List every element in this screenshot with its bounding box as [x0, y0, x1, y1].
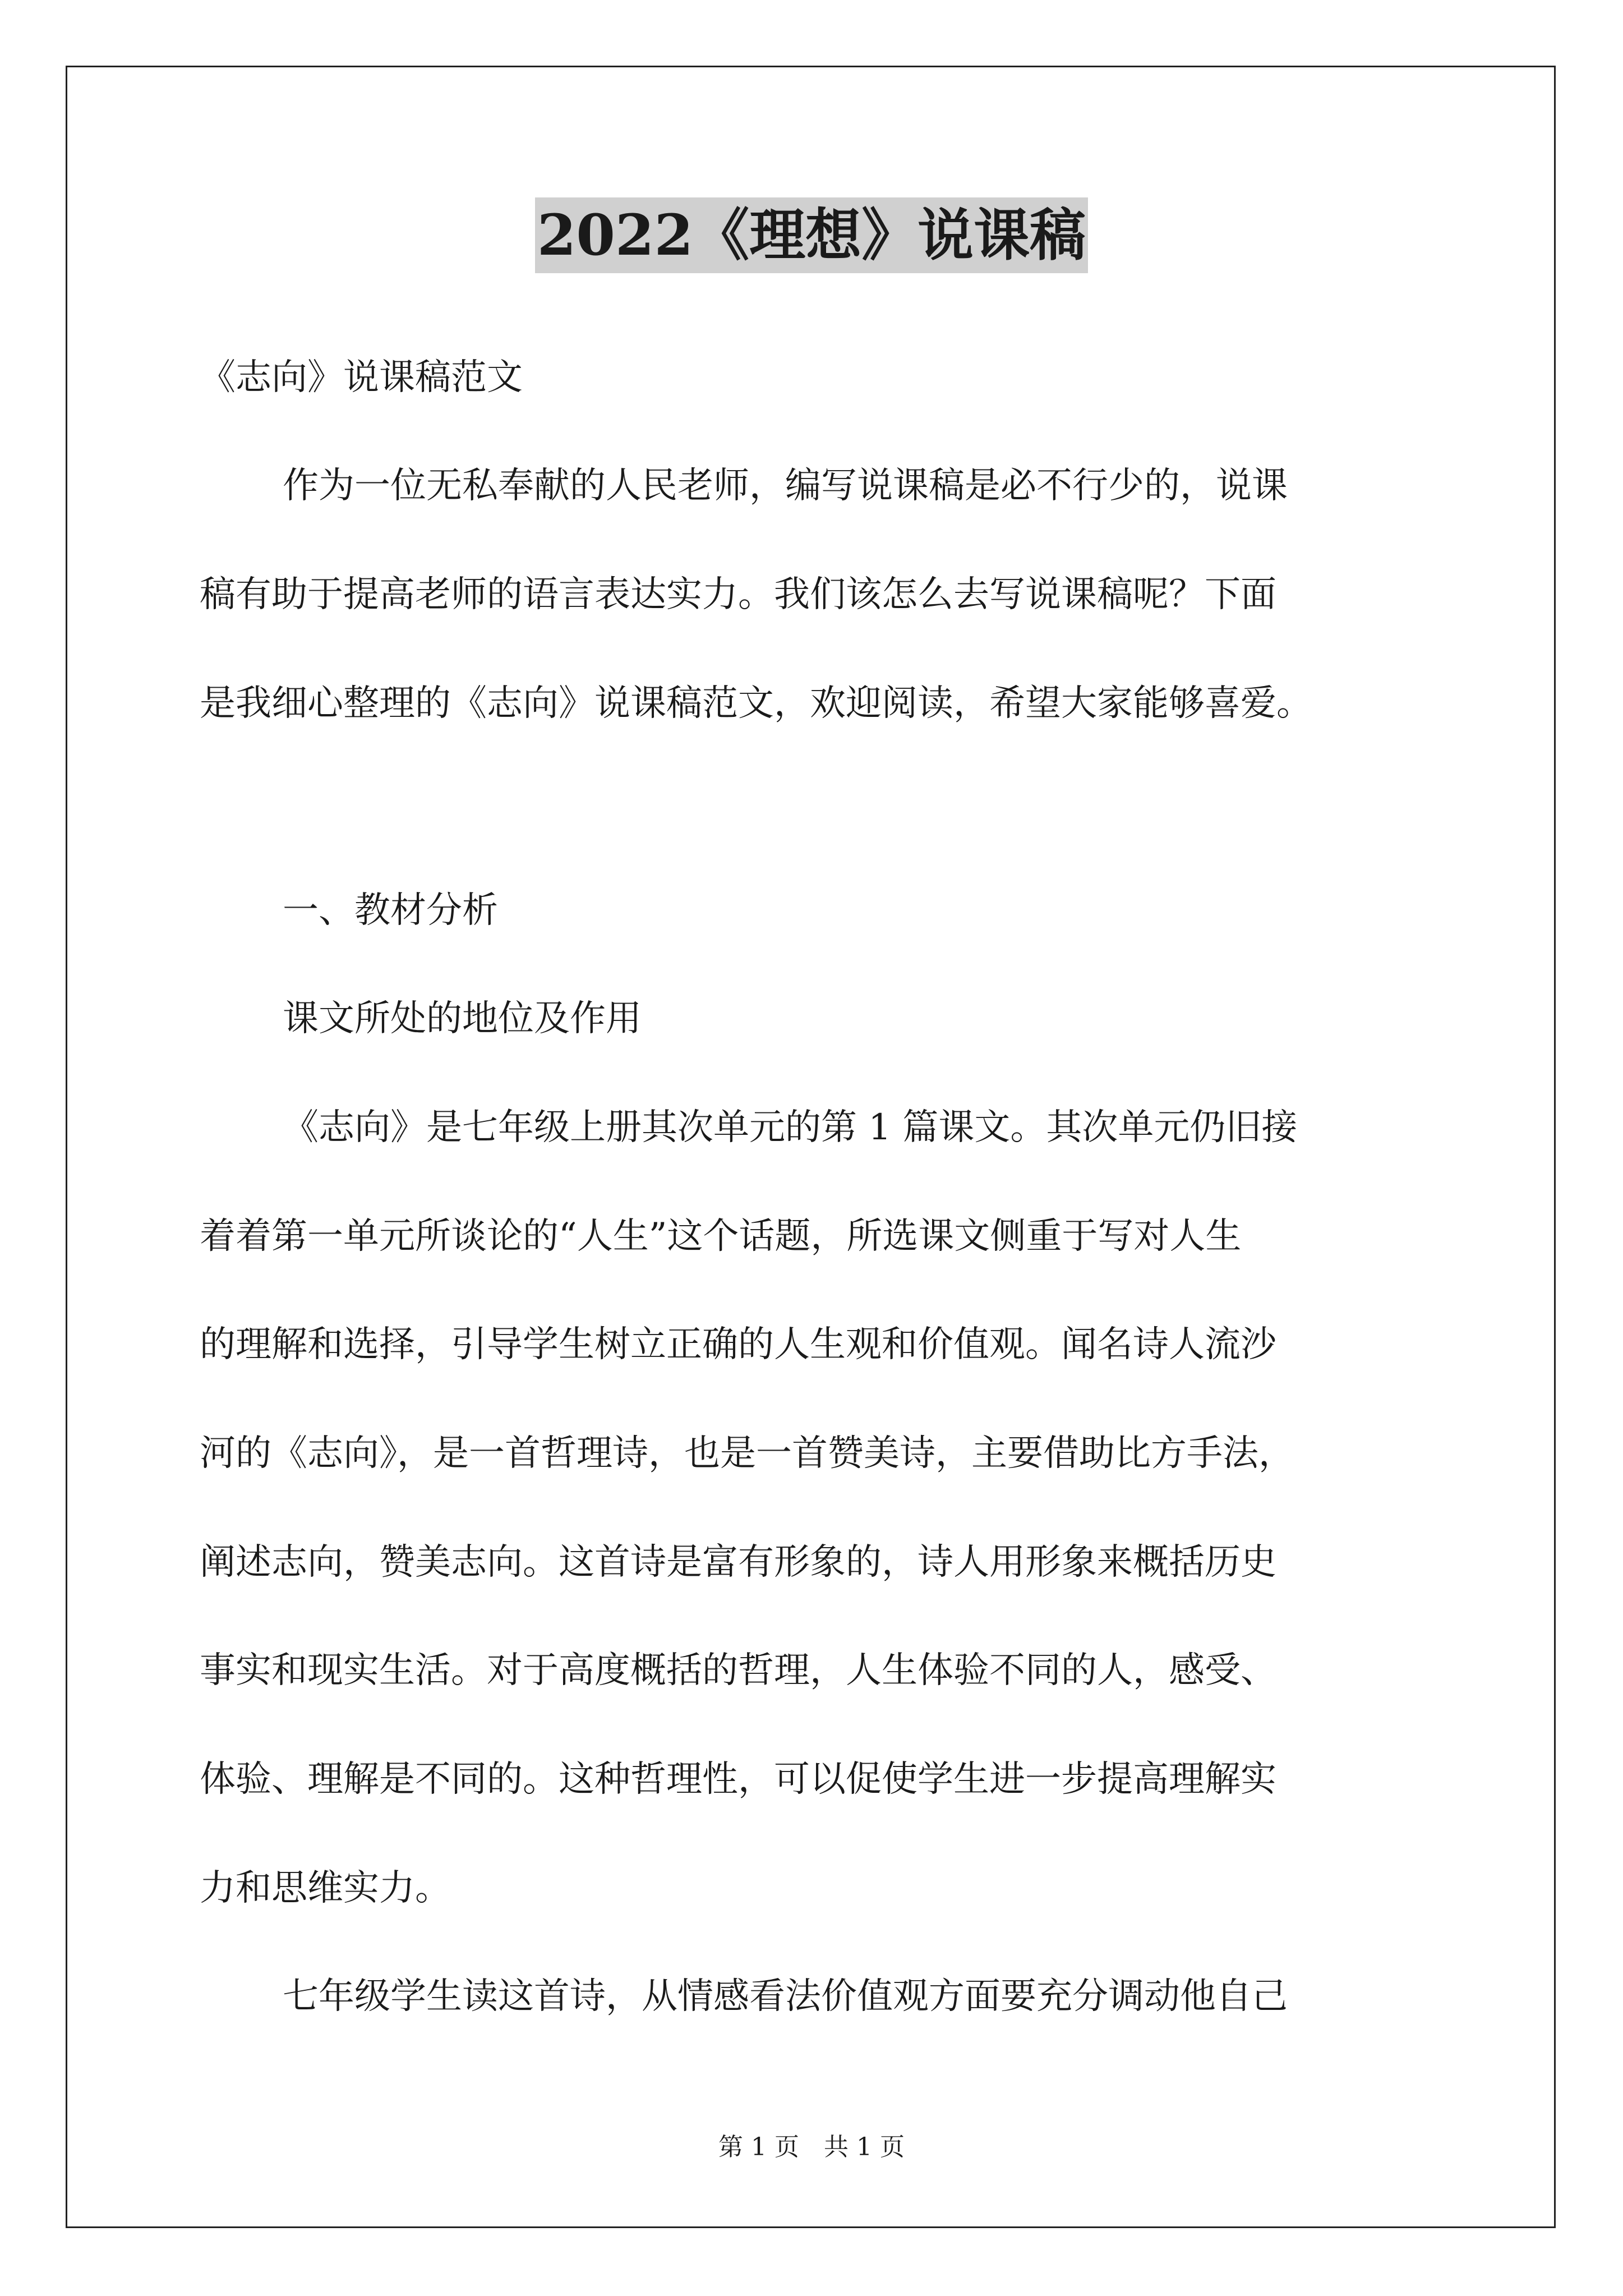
- paragraph-line: 的理解和选择，引导学生树立正确的人生观和价值观。闻名诗人流沙: [200, 1324, 1276, 1365]
- subsection-heading: 课文所处的地位及作用: [283, 998, 642, 1039]
- intro-line: 稿有助于提高老师的语言表达实力。我们该怎么去写说课稿呢？下面: [200, 574, 1276, 615]
- document-title: 2022《理想》说课稿: [535, 197, 1088, 273]
- paragraph-line: 河的《志向》，是一首哲理诗，也是一首赞美诗，主要借助比方手法，: [200, 1433, 1294, 1474]
- paragraph-line: 体验、理解是不同的。这种哲理性，可以促使学生进一步提高理解实: [200, 1759, 1276, 1800]
- paragraph-line: 七年级学生读这首诗，从情感看法价值观方面要充分调动他自己: [283, 1976, 1288, 2017]
- paragraph-line: 阐述志向，赞美志向。这首诗是富有形象的，诗人用形象来概括历史: [200, 1542, 1276, 1583]
- page-total: 共 1 页: [824, 2133, 905, 2161]
- paragraph-line: 事实和现实生活。对于高度概括的哲理，人生体验不同的人，感受、: [200, 1650, 1276, 1691]
- paragraph-line: 《志向》是七年级上册其次单元的第 1 篇课文。其次单元仍旧接: [283, 1107, 1298, 1148]
- section-heading: 一、教材分析: [283, 890, 498, 931]
- document-body: [200, 0, 1433, 2296]
- page-number: 第 1 页: [718, 2133, 799, 2161]
- page-footer: [0, 2133, 1623, 2161]
- paragraph-line: 着着第一单元所谈论的“人生”这个话题，所选课文侧重于写对人生: [200, 1216, 1242, 1257]
- document-subtitle: 《志向》说课稿范文: [200, 357, 523, 398]
- paragraph-line: 力和思维实力。: [200, 1867, 451, 1909]
- intro-line: 是我细心整理的《志向》说课稿范文，欢迎阅读，希望大家能够喜爱。: [200, 683, 1312, 724]
- intro-line: 作为一位无私奉献的人民老师，编写说课稿是必不行少的，说课: [283, 465, 1288, 507]
